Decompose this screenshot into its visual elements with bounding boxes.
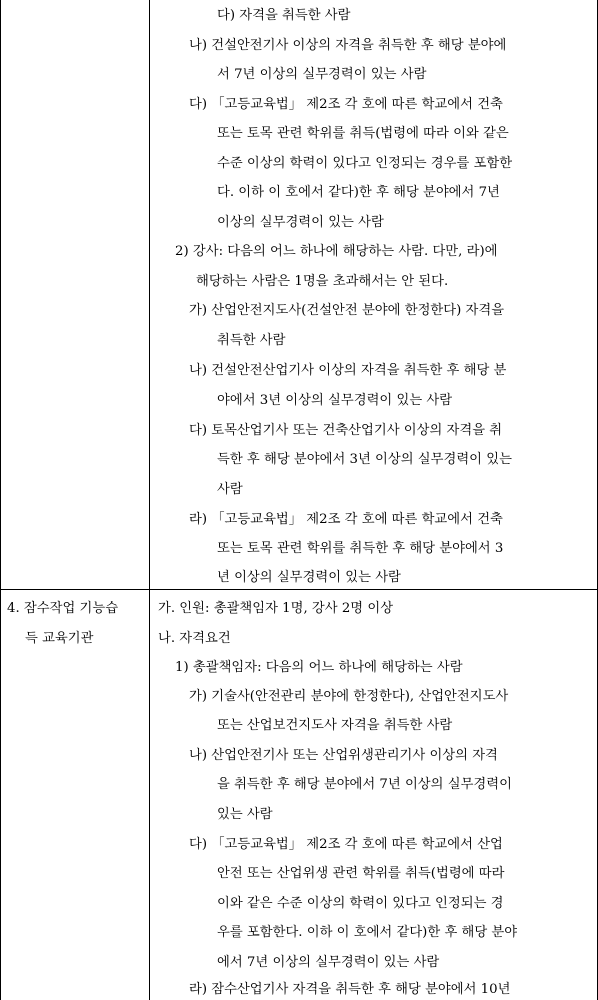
text-line: 가) 산업안전지도사(건설안전 분야에 한정한다) 자격을 bbox=[189, 303, 505, 318]
text-line: 이와 같은 수준 이상의 학력이 있다고 인정되는 경 bbox=[217, 896, 504, 911]
text-line: 나) 건설안전산업기사 이상의 자격을 취득한 후 해당 분 bbox=[189, 363, 507, 378]
text-line: 있는 사람 bbox=[217, 807, 273, 822]
table-row-divider bbox=[0, 589, 598, 590]
text-line: 에서 7년 이상의 실무경력이 있는 사람 bbox=[217, 955, 440, 970]
text-line: 우를 포함한다. 이하 이 호에서 같다)한 후 해당 분야 bbox=[217, 925, 518, 940]
text-line: 나) 건설안전기사 이상의 자격을 취득한 후 해당 분야에 bbox=[189, 38, 507, 53]
text-line: 득한 후 해당 분야에서 3년 이상의 실무경력이 있는 bbox=[217, 452, 512, 467]
text-line: 안전 또는 산업위생 관련 학위를 취득(법령에 따라 bbox=[217, 866, 505, 881]
text-line: 년 이상의 실무경력이 있는 사람 bbox=[217, 570, 401, 585]
text-line: 2) 강사: 다음의 어느 하나에 해당하는 사람. 다만, 라)에 bbox=[175, 244, 498, 259]
text-line: 가. 인원: 총괄책임자 1명, 강사 2명 이상 bbox=[158, 601, 394, 616]
text-line: 다. 이하 이 호에서 같다)한 후 해당 분야에서 7년 bbox=[217, 185, 500, 200]
row-heading-line: 득 교육기관 bbox=[25, 631, 94, 646]
text-line: 나) 산업안전기사 또는 산업위생관리기사 이상의 자격 bbox=[189, 748, 498, 763]
table-left-border bbox=[0, 0, 1, 1000]
text-line: 또는 토목 관련 학위를 취득(법령에 따라 이와 같은 bbox=[217, 126, 509, 141]
text-line: 가) 기술사(안전관리 분야에 한정한다), 산업안전지도사 bbox=[189, 689, 509, 704]
text-line: 다) 「고등교육법」 제2조 각 호에 따른 학교에서 건축 bbox=[189, 97, 503, 112]
text-line: 다) 토목산업기사 또는 건축산업기사 이상의 자격을 취 bbox=[189, 423, 503, 438]
text-line: 나. 자격요건 bbox=[158, 631, 231, 646]
table-column-divider bbox=[149, 0, 150, 1000]
text-line: 라) 「고등교육법」 제2조 각 호에 따른 학교에서 건축 bbox=[189, 512, 503, 527]
text-line: 1) 총괄책임자: 다음의 어느 하나에 해당하는 사람 bbox=[175, 660, 463, 675]
text-line: 서 7년 이상의 실무경력이 있는 사람 bbox=[217, 67, 427, 82]
text-line: 을 취득한 후 해당 분야에서 7년 이상의 실무경력이 bbox=[217, 777, 512, 792]
text-line: 다) 「고등교육법」 제2조 각 호에 따른 학교에서 산업 bbox=[189, 837, 503, 852]
text-line: 사람 bbox=[217, 482, 243, 497]
text-line: 또는 산업보건지도사 자격을 취득한 사람 bbox=[217, 718, 453, 733]
text-line: 취득한 사람 bbox=[217, 333, 286, 348]
row-heading-line: 4. 잠수작업 기능습 bbox=[7, 601, 119, 616]
text-line: 다) 자격을 취득한 사람 bbox=[217, 8, 351, 23]
text-line: 이상의 실무경력이 있는 사람 bbox=[217, 215, 384, 230]
text-line: 수준 이상의 학력이 있다고 인정되는 경우를 포함한 bbox=[217, 156, 513, 171]
text-line: 야에서 3년 이상의 실무경력이 있는 사람 bbox=[217, 393, 453, 408]
text-line: 해당하는 사람은 1명을 초과해서는 안 된다. bbox=[196, 274, 449, 289]
text-line: 또는 토목 관련 학위를 취득한 후 해당 분야에서 3 bbox=[217, 541, 504, 556]
text-line: 라) 잠수산업기사 자격을 취득한 후 해당 분야에서 10년 bbox=[189, 982, 511, 997]
